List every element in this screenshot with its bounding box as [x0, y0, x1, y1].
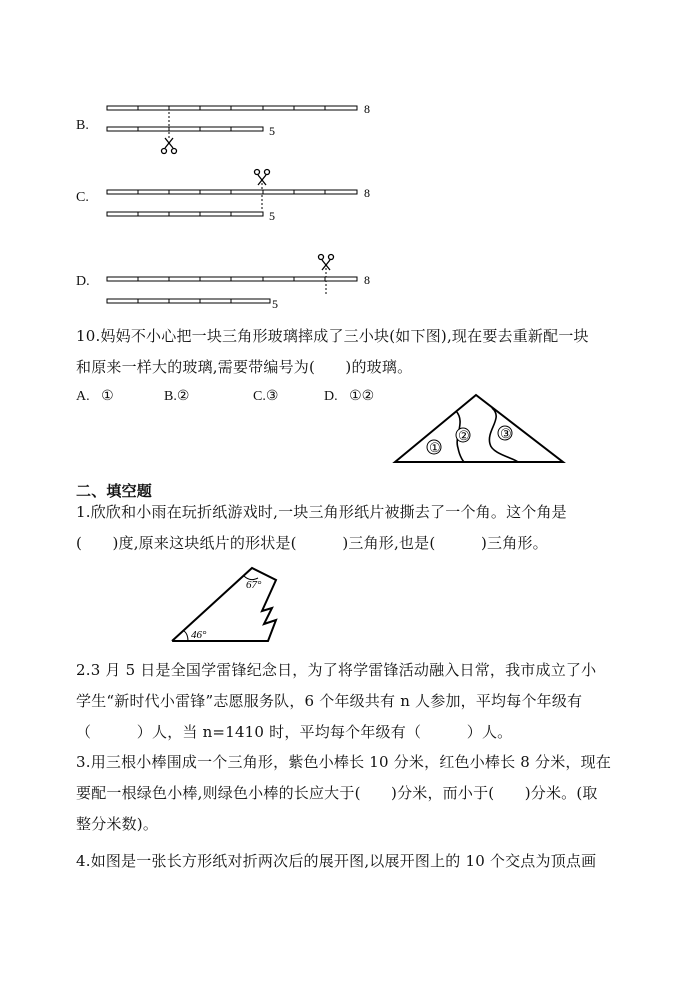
choice-letter: A. — [76, 389, 90, 404]
q10-line-1: 10.妈妈不小心把一块三角形玻璃摔成了三小块(如下图),现在要去重新配一块 — [76, 327, 589, 345]
q4-line-1: 4.如图是一张长方形纸对折两次后的展开图,以展开图上的 10 个交点为顶点画 — [76, 852, 597, 870]
q2-line-3: （ ）人，当 n=1410 时，平均每个年级有（ ）人。 — [76, 723, 513, 741]
stick-long-length: 8 — [364, 273, 370, 287]
q3-line-2: 要配一根绿色小棒,则绿色小棒的长应大于( )分米，而小于( )分米。(取 — [76, 784, 598, 802]
stick-long — [107, 190, 357, 194]
q10-choice-a — [76, 388, 114, 405]
q1-line-2: ( )度,原来这块纸片的形状是( )三角形,也是( )三角形。 — [76, 534, 548, 552]
choice-letter: D. — [324, 389, 338, 404]
option-c-label: C. — [76, 190, 89, 205]
q2-line-1: 2.3 月 5 日是全国学雷锋纪念日，为了将学雷锋活动融入日常，我市成立了小 — [76, 661, 597, 679]
choice-text: ③ — [265, 389, 279, 404]
q10-line-2: 和原来一样大的玻璃,需要带编号为( )的玻璃。 — [76, 358, 413, 376]
section-2-title: 二、填空题 — [76, 482, 153, 500]
option-c-figure — [100, 165, 390, 227]
angle-arc-bottom — [184, 631, 188, 641]
option-b-figure — [100, 98, 390, 160]
stick-short — [107, 212, 263, 216]
stick-long — [107, 106, 357, 110]
choice-letter: C. — [253, 389, 266, 404]
q2-line-2: 学生“新时代小雷锋”志愿服务队，6 个年级共有 n 人参加，平均每个年级有 — [76, 692, 583, 710]
choice-text: ①② — [349, 389, 375, 404]
q10-choice-d — [324, 388, 374, 405]
angle-bottom-label: 46° — [191, 629, 207, 641]
choice-text: ② — [176, 389, 190, 404]
glass-triangle — [395, 395, 563, 462]
torn-triangle-figure — [164, 560, 294, 646]
stick-short-length: 5 — [272, 297, 278, 311]
piece-1-label: ① — [429, 440, 441, 455]
stick-short — [107, 299, 270, 303]
stick-long — [107, 277, 357, 281]
angle-top-label: 67° — [246, 579, 262, 591]
option-d-figure — [100, 250, 390, 312]
q3-line-1: 3.用三根小棒围成一个三角形，紫色小棒长 10 分米，红色小棒长 8 分米，现在 — [76, 753, 612, 771]
stick-long-length: 8 — [364, 186, 370, 200]
piece-3-label: ③ — [500, 426, 512, 441]
stick-long-length: 8 — [364, 102, 370, 116]
scissors-icon — [255, 170, 270, 186]
option-d-label: D. — [76, 274, 90, 289]
piece-2-label: ② — [458, 428, 470, 443]
stick-short-length: 5 — [269, 209, 275, 223]
q10-choice-b — [164, 388, 189, 405]
choice-letter: B. — [164, 389, 177, 404]
scissors-icon — [319, 255, 334, 271]
stick-short-length: 5 — [269, 124, 275, 138]
choice-text: ① — [101, 389, 114, 404]
q3-line-3: 整分米数)。 — [76, 815, 159, 833]
q1-line-1: 1.欣欣和小雨在玩折纸游戏时,一块三角形纸片被撕去了一个角。这个角是 — [76, 503, 567, 521]
q10-choice-c — [253, 388, 278, 405]
stick-short — [107, 127, 263, 131]
broken-glass-triangle-figure — [392, 392, 568, 466]
scissors-icon — [162, 138, 177, 154]
option-b-label: B. — [76, 118, 89, 133]
